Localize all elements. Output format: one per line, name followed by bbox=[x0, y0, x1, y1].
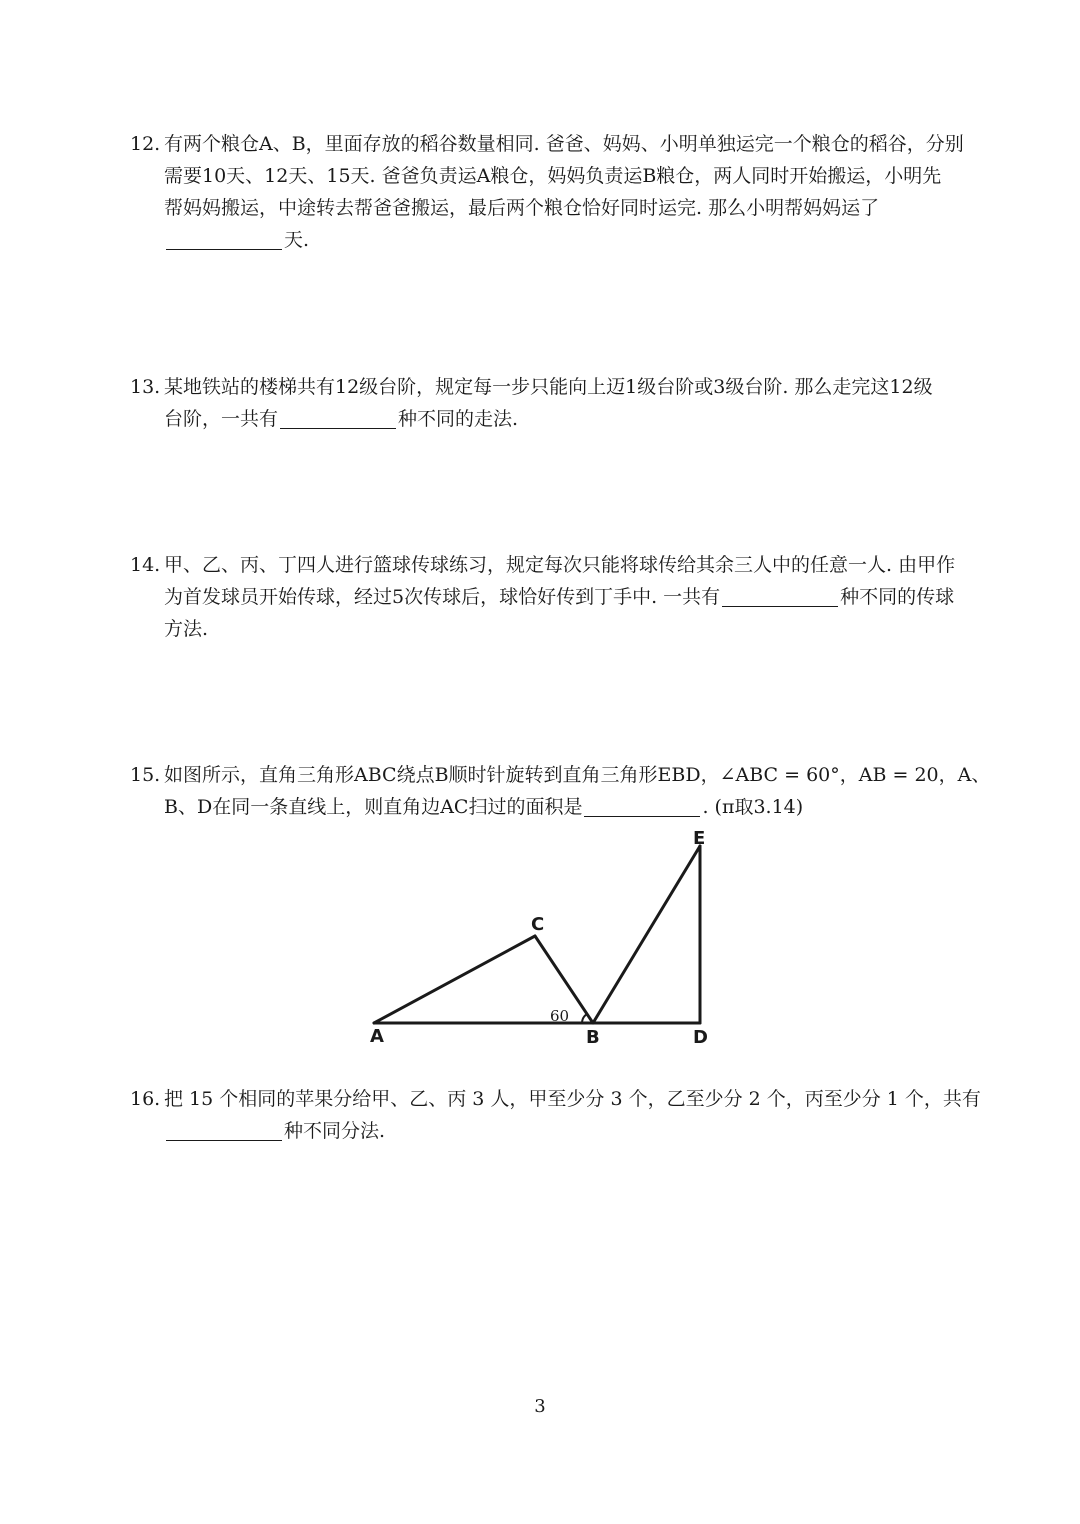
segment-be bbox=[593, 846, 700, 1023]
answer-blank[interactable] bbox=[722, 584, 838, 607]
problem-text-tail: 种不同分法. bbox=[284, 1120, 386, 1142]
problem-number: 15. bbox=[130, 764, 161, 786]
problem-text-after-blank: . (π取3.14) bbox=[702, 796, 804, 818]
label-d: D bbox=[693, 1027, 708, 1048]
problem-14 bbox=[130, 549, 960, 645]
problem-text-tail: 种不同的走法. bbox=[398, 408, 519, 430]
problem-text-before-blank: 台阶，一共有 bbox=[164, 408, 279, 430]
problem-15 bbox=[130, 759, 991, 823]
answer-blank[interactable] bbox=[584, 794, 700, 817]
problem-12 bbox=[130, 128, 964, 256]
problem-16 bbox=[130, 1083, 981, 1147]
problem-text-line: 有两个粮仓A、B，里面存放的稻谷数量相同. 爸爸、妈妈、小明单独运完一个粮仓的稻谷，分别 bbox=[164, 133, 964, 155]
answer-line bbox=[130, 1115, 960, 1147]
problem-text-line: 甲、乙、丙、丁四人进行篮球传球练习，规定每次只能将球传给其余三人中的任意一人. 由甲作 bbox=[164, 554, 956, 576]
answer-line bbox=[130, 581, 960, 613]
problem-text-line: 把 15 个相同的苹果分给甲、乙、丙 3 人，甲至少分 3 个，乙至少分 2 个，丙至少分 1 个，共有 bbox=[164, 1088, 981, 1110]
page-number: 3 bbox=[534, 1396, 546, 1417]
problem-13 bbox=[130, 371, 960, 435]
problem-number: 14. bbox=[130, 554, 161, 576]
problem-text-line: 如图所示，直角三角形ABC绕点B顺时针旋转到直角三角形EBD，∠ABC = 60°，AB = 20，A、 bbox=[164, 764, 991, 786]
answer-blank[interactable] bbox=[280, 406, 396, 429]
problem-text-line: 方法. bbox=[164, 618, 209, 640]
angle-60-label: 60 bbox=[550, 1007, 570, 1025]
problem-number: 12. bbox=[130, 133, 161, 155]
answer-blank[interactable] bbox=[166, 227, 282, 250]
problem-text-line: 某地铁站的楼梯共有12级台阶，规定每一步只能向上迈1级台阶或3级台阶. 那么走完这12级 bbox=[164, 376, 933, 398]
problem-text-after-blank: 种不同的传球 bbox=[840, 586, 955, 608]
answer-blank[interactable] bbox=[166, 1118, 282, 1141]
problem-text-before-blank: B、D在同一条直线上，则直角边AC扫过的面积是 bbox=[164, 796, 583, 818]
problem-number: 13. bbox=[130, 376, 161, 398]
label-e: E bbox=[693, 828, 706, 849]
answer-line bbox=[130, 403, 960, 435]
problem-number: 16. bbox=[130, 1088, 161, 1110]
problem-text-before-blank: 为首发球员开始传球，经过5次传球后，球恰好传到丁手中. 一共有 bbox=[164, 586, 721, 608]
label-c: C bbox=[531, 914, 545, 935]
answer-line bbox=[130, 224, 960, 256]
triangle-rotation-figure bbox=[360, 820, 730, 1050]
problem-text-tail: 天. bbox=[284, 229, 310, 251]
problem-text-line: 帮妈妈搬运，中途转去帮爸爸搬运，最后两个粮仓恰好同时运完. 那么小明帮妈妈运了 bbox=[164, 197, 880, 219]
label-b: B bbox=[586, 1027, 600, 1048]
problem-text-line: 需要10天、12天、15天. 爸爸负责运A粮仓，妈妈负责运B粮仓，两人同时开始搬运，小明先 bbox=[164, 165, 942, 187]
answer-line bbox=[130, 791, 960, 823]
segment-ac bbox=[374, 936, 535, 1023]
label-a: A bbox=[370, 1026, 384, 1047]
